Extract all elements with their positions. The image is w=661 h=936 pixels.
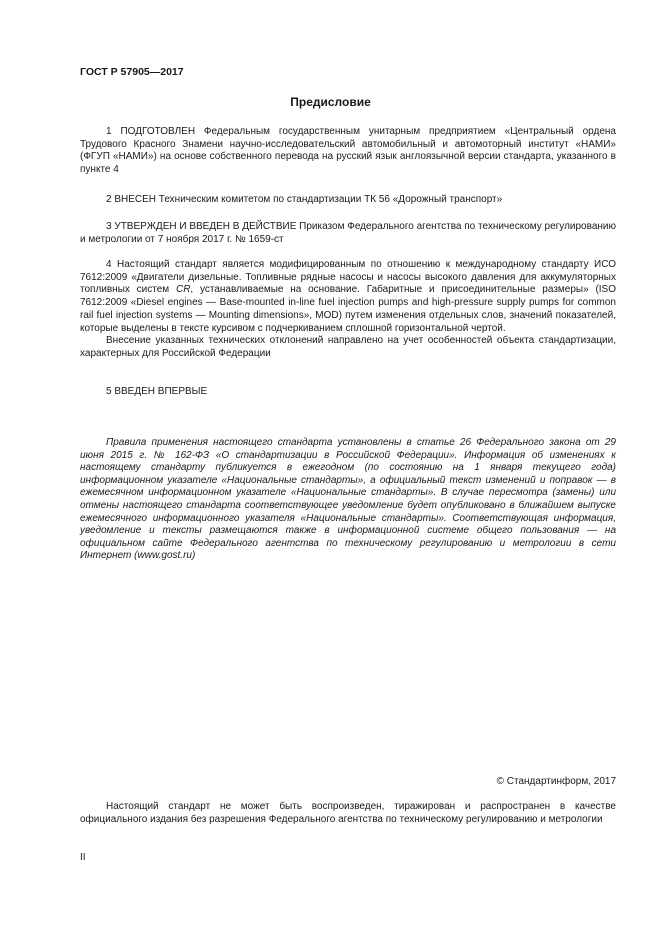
item-2: [80, 194, 616, 207]
copyright: © Стандартинформ, 2017: [496, 776, 616, 787]
page-title: Предисловие: [290, 95, 371, 109]
item-5-text: 5 ВВЕДЕН ВПЕРВЫЕ: [106, 386, 208, 397]
item-5: [80, 386, 616, 399]
item-4-text: [80, 259, 616, 335]
page-number: II: [80, 852, 86, 863]
reproduction-notice: Настоящий стандарт не может быть воспроизведен, тиражирован и распространен в качестве официального издания без разрешения Федерального агентства по техническому регулированию и метрологии: [80, 801, 616, 825]
item-3: [80, 221, 616, 246]
item-3-text: 3 УТВЕРЖДЕН И ВВЕДЕН В ДЕЙСТВИЕ Приказом Федерального агентства по техническому регулированию и метрологии от 7 ноября 2017 г. № 1659-ст: [80, 221, 616, 245]
item-1: [80, 126, 616, 177]
item-2-text: 2 ВНЕСЕН Техническим комитетом по стандартизации ТК 56 «Дорожный транспорт»: [106, 194, 503, 205]
item-4-deviations: Внесение указанных технических отклонений направлено на учет особенностей объекта стандартизации, характерных для Российской Федерации: [80, 335, 616, 359]
item-4-text-b: , устанавливаемые на основание. Габаритные и присоединительные размеры» (ISO 7612:2009 «Diesel engines — Base-mounted in-line fuel injection pumps and high-pressure supply pumps for common rail fuel injection systems — Mounting dimensions», MOD) путем изменения отдельных слов, значений показателей, которые выделены в тексте курсивом с подчеркиванием сплошной горизонтальной чертой.: [80, 284, 616, 334]
application-notice: Правила применения настоящего стандарта установлены в статье 26 Федерального закона от 29 июня 2015 г. № 162-ФЗ «О стандартизации в Российской Федерации». Информация об изменениях к настоящему стандарту публикуется в ежегодном (по состоянию на 1 января текущего года) информационном указателе «Национальные стандарты», а официальный текст изменений и поправок — в ежемесячном информационном указателе «Национальные стандарты». В случае пересмотра (замены) или отмены настоящего стандарта соответствующее уведомление будет опубликовано в ближайшем выпуске ежемесячного информационного указателя «Национальные стандарты». Соответствующая информация, уведомление и тексты размещаются также в информационной системе общего пользования — на официальном сайте Федерального агентства по техническому регулированию и метрологии в сети Интернет (www.gost.ru): [80, 437, 616, 562]
item-4: [80, 259, 616, 361]
item-1-text: 1 ПОДГОТОВЛЕН Федеральным государственным унитарным предприятием «Центральный ордена Трудового Красного Знамени научно-исследовательский автомобильный и автомоторный институт «НАМИ» (ФГУП «НАМИ») на основе собственного перевода на русский язык англоязычной версии стандарта, указанного в пункте 4: [80, 126, 616, 176]
item-4-cr: CR: [175, 284, 191, 296]
document-id: ГОСТ Р 57905—2017: [80, 66, 184, 78]
item-4-text-a: 4 Настоящий стандарт является модифицированным по отношению к международному стандарту ИСО 7612:2009 «Двигатели дизельные. Топливные рядные насосы и насосы высокого давления для аккумуляторных топливных систем: [80, 259, 616, 296]
